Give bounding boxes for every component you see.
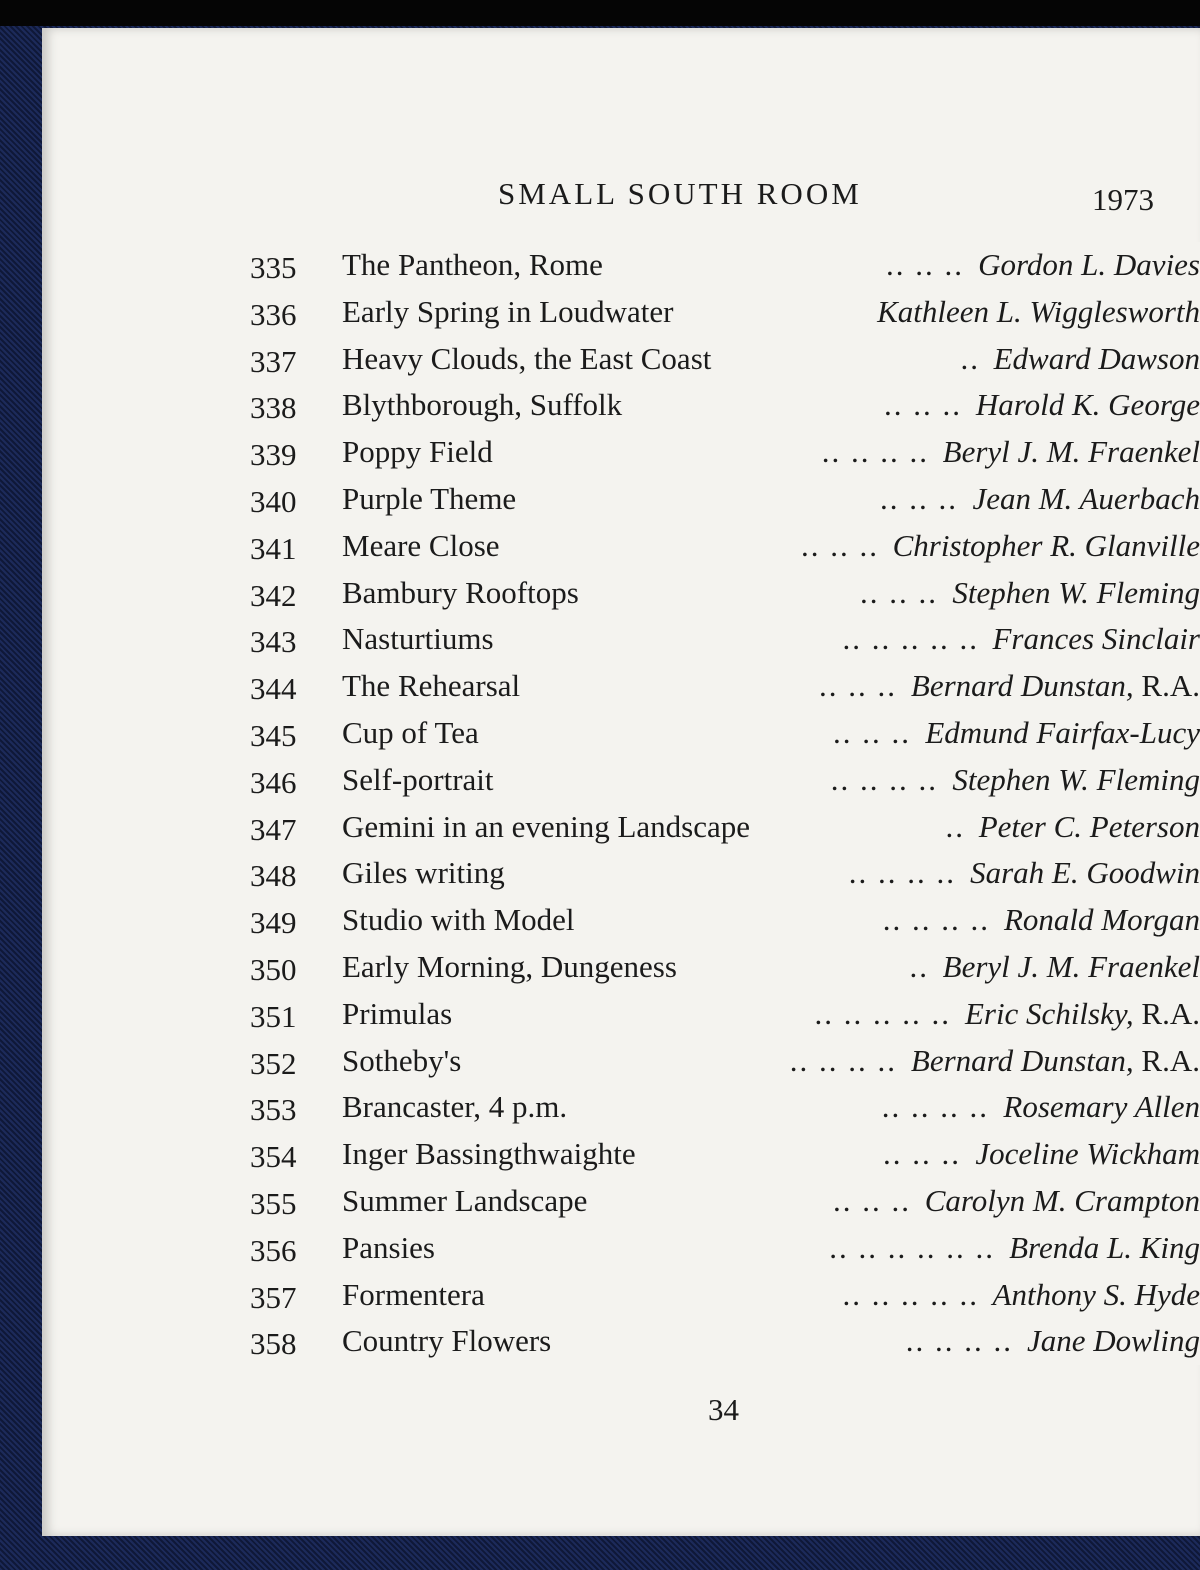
entry-artist: [994, 897, 1200, 944]
entry-title: Heavy Clouds, the East Coast: [342, 336, 719, 383]
entry-title: Purple Theme: [342, 476, 524, 523]
catalogue-entry: [250, 289, 1200, 336]
entry-number: 354: [250, 1139, 297, 1175]
catalogue-entry: [250, 1225, 1200, 1272]
entry-artist: [968, 242, 1200, 289]
artist-name: Beryl J. M. Fraenkel: [942, 948, 1200, 984]
entry-artist: [901, 663, 1200, 710]
dot-leaders: .. .. .. ..: [830, 761, 938, 797]
catalogue-entry: [250, 1272, 1200, 1319]
entry-number: 356: [250, 1232, 297, 1268]
dot-leaders: .. .. .. .. ..: [814, 995, 951, 1031]
entry-artist: [883, 523, 1200, 570]
catalogue-entry: [250, 850, 1200, 897]
artist-name: Jean M. Auerbach: [972, 480, 1200, 516]
catalogue-entry: [250, 1131, 1200, 1178]
running-head: SMALL SOUTH ROOM: [498, 176, 862, 211]
catalogue-entry: [250, 804, 1200, 851]
artist-name: Peter C. Peterson: [978, 808, 1200, 844]
dot-leaders: .. .. .. ..: [881, 1089, 989, 1125]
dot-leaders: .. .. ..: [819, 668, 897, 704]
entry-title: Bambury Rooftops: [342, 570, 587, 617]
artist-name: Brenda L. King: [1009, 1229, 1200, 1265]
entry-number: 351: [250, 998, 297, 1034]
dot-leaders: ..: [909, 948, 929, 984]
entry-title: Formentera: [342, 1272, 493, 1319]
entry-title: The Rehearsal: [342, 663, 528, 710]
entry-number: 355: [250, 1185, 297, 1221]
entry-artist: [915, 710, 1200, 757]
entry-title: Sotheby's: [342, 1038, 469, 1085]
artist-name: Joceline Wickham: [975, 1136, 1200, 1172]
dot-leaders: .. .. ..: [801, 527, 879, 563]
dot-leaders: ..: [945, 808, 965, 844]
entry-artist: [915, 1178, 1200, 1225]
dot-leaders: ..: [960, 340, 980, 376]
entry-number: 344: [250, 671, 297, 707]
dot-leaders: .. .. .. .. ..: [842, 1276, 979, 1312]
catalogue-entry: [250, 336, 1200, 383]
dot-leaders: .. .. .. ..: [821, 434, 929, 470]
entry-number: 353: [250, 1092, 297, 1128]
entry-title: Pansies: [342, 1225, 443, 1272]
entry-number: 358: [250, 1326, 297, 1362]
artist-name: Carolyn M. Crampton: [924, 1182, 1200, 1218]
entry-artist: [983, 1272, 1200, 1319]
artist-suffix: R.A.: [1133, 995, 1200, 1031]
dot-leaders: .. .. ..: [860, 574, 938, 610]
artist-name: Christopher R. Glanville: [892, 527, 1200, 563]
dot-leaders: .. .. ..: [883, 1136, 961, 1172]
artist-name: Anthony S. Hyde: [992, 1276, 1200, 1312]
entry-title: Brancaster, 4 p.m.: [342, 1084, 575, 1131]
catalogue-entry: [250, 570, 1200, 617]
entry-artist: [965, 1131, 1200, 1178]
entry-number: 345: [250, 717, 297, 753]
dot-leaders: .. .. .. ..: [882, 902, 990, 938]
artist-suffix: R.A.: [1133, 1042, 1200, 1078]
artist-name: Harold K. George: [975, 387, 1200, 423]
catalogue-entry: [250, 1178, 1200, 1225]
entry-number: 341: [250, 530, 297, 566]
entry-number: 337: [250, 343, 297, 379]
entry-number: 340: [250, 483, 297, 519]
catalogue-entry: [250, 991, 1200, 1038]
dot-leaders: .. .. .. ..: [848, 855, 956, 891]
entry-number: 347: [250, 811, 297, 847]
entry-title: Self-portrait: [342, 757, 502, 804]
entry-title: Nasturtiums: [342, 616, 502, 663]
entry-artist: [962, 476, 1200, 523]
artist-name: Kathleen L. Wigglesworth: [877, 293, 1200, 329]
dot-leaders: .. .. .. .. .. ..: [829, 1229, 995, 1265]
dot-leaders: .. .. .. .. ..: [842, 621, 979, 657]
entry-number: 336: [250, 296, 297, 332]
entry-artist: [867, 289, 1200, 336]
dot-leaders: .. .. ..: [884, 387, 962, 423]
entry-title: Studio with Model: [342, 897, 583, 944]
dot-leaders: .. .. ..: [833, 714, 911, 750]
dot-leaders: .. .. ..: [880, 480, 958, 516]
entry-title: Early Morning, Dungeness: [342, 944, 685, 991]
catalogue-entry: [250, 897, 1200, 944]
entry-artist: [1017, 1318, 1200, 1365]
entry-number: 348: [250, 858, 297, 894]
book-page: [42, 28, 1200, 1536]
artist-name: Gordon L. Davies: [978, 247, 1200, 282]
dot-leaders: .. .. .. ..: [905, 1323, 1013, 1359]
catalogue-entry: [250, 429, 1200, 476]
entry-number: 352: [250, 1045, 297, 1081]
entry-title: Poppy Field: [342, 429, 501, 476]
entry-artist: [983, 616, 1200, 663]
catalogue-entry: [250, 382, 1200, 429]
entry-number: 357: [250, 1279, 297, 1315]
artist-name: Edward Dawson: [993, 340, 1200, 376]
entry-artist: [960, 850, 1200, 897]
artist-name: Edmund Fairfax-Lucy: [925, 714, 1200, 750]
entry-number: 350: [250, 951, 297, 987]
catalogue-entry: [250, 1084, 1200, 1131]
artist-suffix: R.A.: [1133, 668, 1200, 704]
catalogue-list: [250, 242, 1200, 1365]
artist-name: Beryl J. M. Fraenkel: [942, 434, 1200, 470]
page-number: 34: [708, 1392, 739, 1427]
entry-number: 338: [250, 390, 297, 426]
entry-title: Cup of Tea: [342, 710, 487, 757]
artist-name: Frances Sinclair: [992, 621, 1200, 657]
catalogue-entry: [250, 476, 1200, 523]
entry-artist: [984, 336, 1200, 383]
dot-leaders: .. .. ..: [833, 1182, 911, 1218]
entry-title: Summer Landscape: [342, 1178, 595, 1225]
entry-artist: [955, 991, 1200, 1038]
entry-title: Country Flowers: [342, 1318, 559, 1365]
entry-number: 335: [250, 250, 297, 285]
entry-artist: [942, 757, 1200, 804]
entry-artist: [993, 1084, 1200, 1131]
entry-artist: [966, 382, 1200, 429]
dot-leaders: .. .. .. ..: [789, 1042, 897, 1078]
catalogue-entry: [250, 1038, 1200, 1085]
catalogue-entry: [250, 663, 1200, 710]
catalogue-entry: [250, 944, 1200, 991]
entry-number: 342: [250, 577, 297, 613]
catalogue-entry: [250, 710, 1200, 757]
catalogue-entry: [250, 242, 1200, 289]
entry-title: Blythborough, Suffolk: [342, 382, 630, 429]
artist-name: Jane Dowling: [1026, 1323, 1200, 1359]
artist-name: Sarah E. Goodwin: [970, 855, 1200, 891]
entry-number: 339: [250, 437, 297, 473]
dot-leaders: .. .. ..: [886, 247, 964, 282]
entry-title: Meare Close: [342, 523, 508, 570]
entry-number: 343: [250, 624, 297, 660]
catalogue-entry: [250, 1318, 1200, 1365]
entry-artist: [901, 1038, 1200, 1085]
artist-name: Eric Schilsky,: [964, 995, 1134, 1031]
entry-number: 349: [250, 905, 297, 941]
entry-title: Giles writing: [342, 850, 513, 897]
year: 1973: [1092, 182, 1154, 217]
entry-title: Primulas: [342, 991, 460, 1038]
entry-artist: [933, 429, 1200, 476]
background-edge: [0, 0, 1200, 26]
entry-title: Inger Bassingthwaighte: [342, 1131, 644, 1178]
entry-artist: [942, 570, 1200, 617]
artist-name: Bernard Dunstan,: [910, 1042, 1134, 1078]
artist-name: Rosemary Allen: [1003, 1089, 1200, 1125]
entry-title: Gemini in an evening Landscape: [342, 804, 758, 851]
catalogue-entry: [250, 757, 1200, 804]
entry-artist: [933, 944, 1200, 991]
entry-title: The Pantheon, Rome: [342, 242, 611, 289]
entry-artist: [999, 1225, 1200, 1272]
entry-title: Early Spring in Loudwater: [342, 289, 681, 336]
artist-name: Bernard Dunstan,: [910, 668, 1134, 704]
artist-name: Stephen W. Fleming: [952, 761, 1200, 797]
catalogue-entry: [250, 616, 1200, 663]
artist-name: Stephen W. Fleming: [952, 574, 1200, 610]
entry-artist: [969, 804, 1200, 851]
artist-name: Ronald Morgan: [1003, 902, 1200, 938]
catalogue-entry: [250, 523, 1200, 570]
entry-number: 346: [250, 764, 297, 800]
